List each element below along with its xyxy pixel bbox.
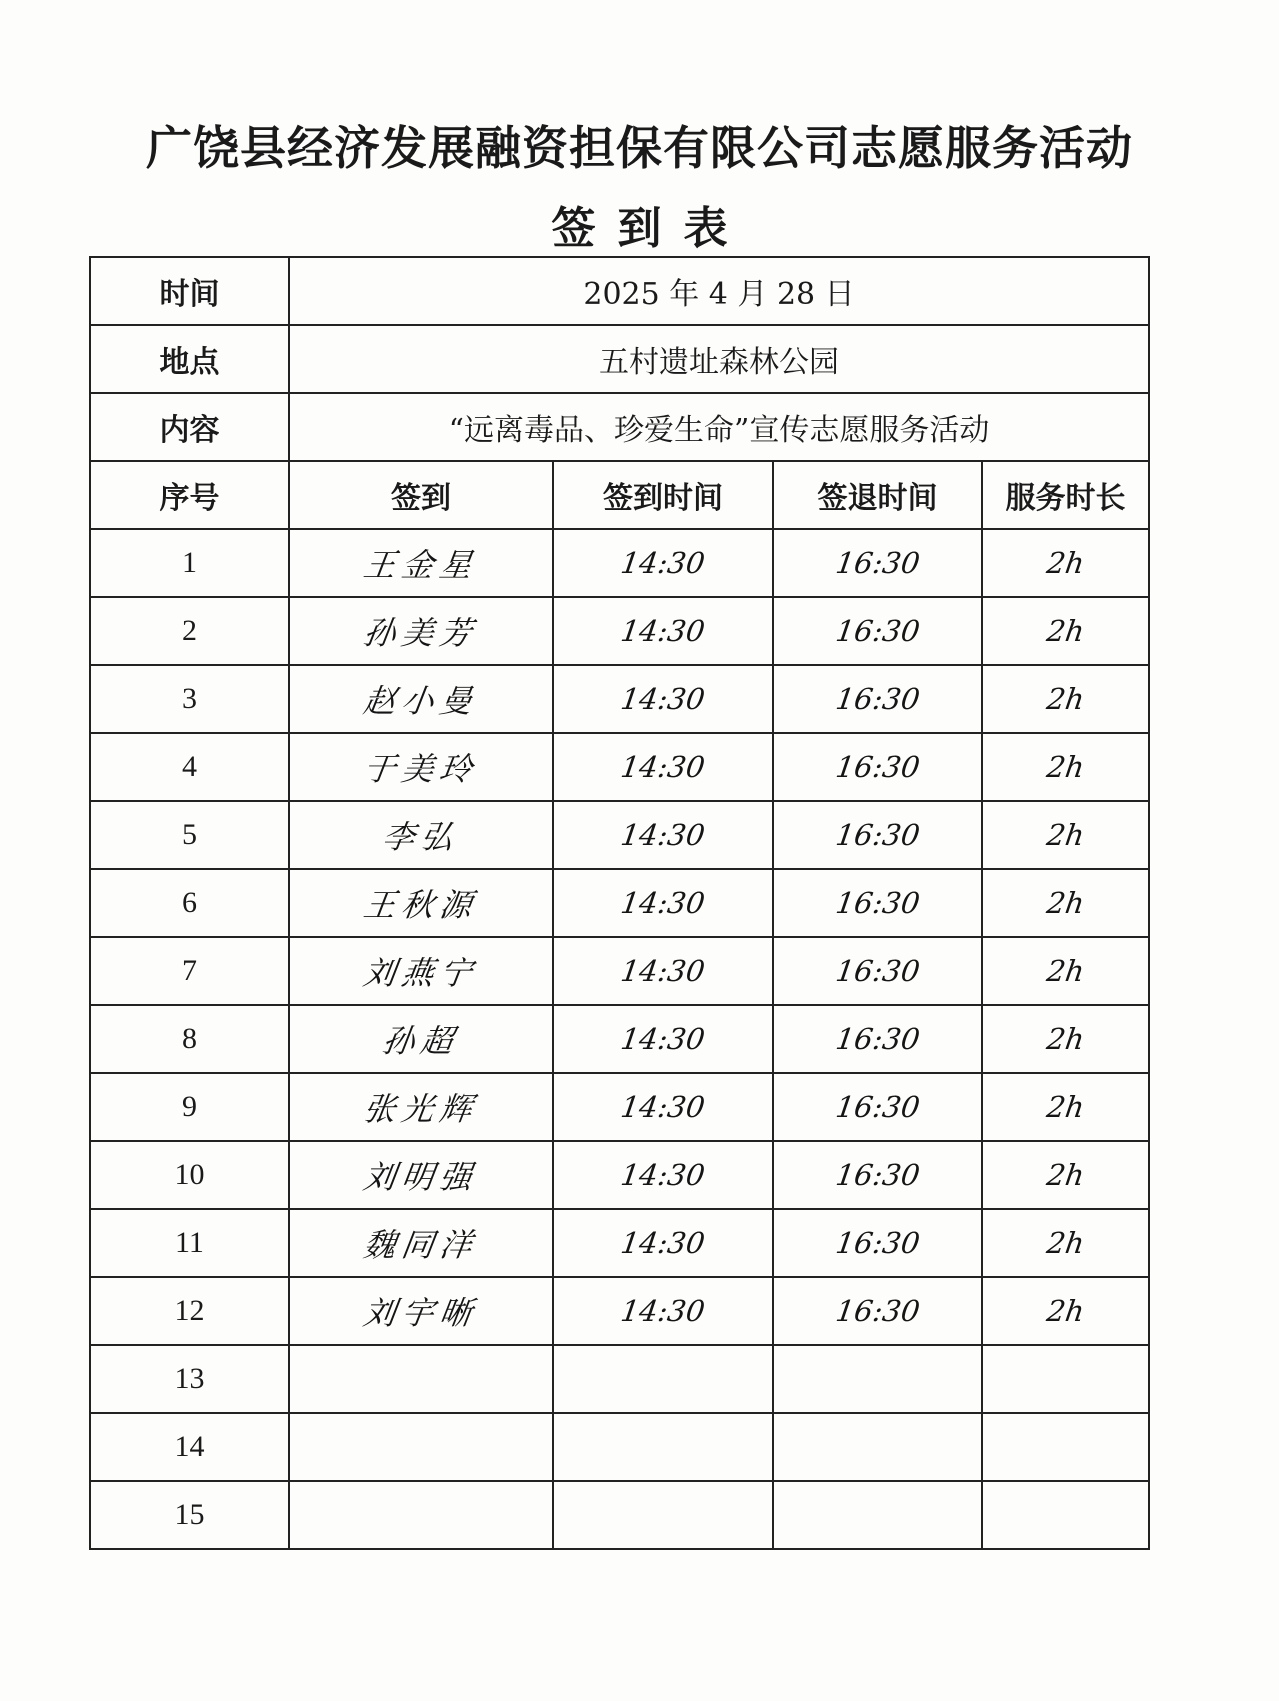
- row-sign-in-time-cell: [553, 1141, 773, 1209]
- row-index-cell: 11: [90, 1209, 289, 1277]
- row-signature: 孙超: [380, 1022, 462, 1060]
- row-duration-cell: [982, 937, 1149, 1005]
- row-sign-in-time-cell: [553, 1413, 773, 1481]
- row-sign-out-time: 16:30: [833, 749, 922, 784]
- row-sign-out-time-cell: [773, 597, 982, 665]
- row-index-cell: 14: [90, 1413, 289, 1481]
- row-signature-cell: [289, 597, 553, 665]
- content-value: “远离毒品、珍爱生命”宣传志愿服务活动: [289, 393, 1149, 461]
- table-row: [90, 665, 1149, 733]
- row-sign-out-time: 16:30: [833, 545, 922, 580]
- row-sign-in-time-cell: [553, 1481, 773, 1549]
- row-sign-out-time: 16:30: [833, 953, 922, 988]
- row-duration-cell: [982, 733, 1149, 801]
- row-duration-cell: [982, 1209, 1149, 1277]
- row-sign-out-time-cell: [773, 1277, 982, 1345]
- row-duration-cell: [982, 1073, 1149, 1141]
- row-signature: 于美玲: [361, 750, 481, 788]
- sign-in-table: [89, 256, 1150, 1550]
- column-header-duration: 服务时长: [982, 461, 1149, 529]
- row-sign-out-time-cell: [773, 801, 982, 869]
- row-duration-cell: [982, 801, 1149, 869]
- row-sign-out-time: 16:30: [833, 817, 922, 852]
- row-signature-cell: [289, 1209, 553, 1277]
- row-sign-out-time: 16:30: [833, 1089, 922, 1124]
- info-row-content: [90, 393, 1149, 461]
- row-signature-cell: [289, 1481, 553, 1549]
- table-row: [90, 1005, 1149, 1073]
- row-sign-in-time: 14:30: [618, 681, 708, 716]
- row-signature: 刘宇晰: [361, 1294, 481, 1332]
- column-header-sign-in-time: 签到时间: [553, 461, 773, 529]
- row-index-cell: 1: [90, 529, 289, 597]
- table-row: [90, 733, 1149, 801]
- row-duration-cell: [982, 1277, 1149, 1345]
- row-signature-cell: [289, 937, 553, 1005]
- table-row: [90, 1481, 1149, 1549]
- row-sign-in-time-cell: [553, 1209, 773, 1277]
- row-sign-in-time: 14:30: [618, 1021, 708, 1056]
- row-sign-out-time-cell: [773, 665, 982, 733]
- row-duration-cell: [982, 1345, 1149, 1413]
- table-row: [90, 1073, 1149, 1141]
- row-sign-in-time-cell: [553, 597, 773, 665]
- table-row: [90, 597, 1149, 665]
- row-sign-in-time: 14:30: [618, 749, 708, 784]
- row-sign-in-time-cell: [553, 1277, 773, 1345]
- row-duration-cell: [982, 869, 1149, 937]
- content-label: 内容: [90, 393, 289, 461]
- table-row: [90, 1277, 1149, 1345]
- row-index-cell: 6: [90, 869, 289, 937]
- row-index-cell: 15: [90, 1481, 289, 1549]
- row-index-cell: 10: [90, 1141, 289, 1209]
- row-duration: 2h: [1044, 613, 1087, 648]
- row-sign-out-time-cell: [773, 733, 982, 801]
- row-sign-in-time: 14:30: [618, 953, 708, 988]
- form-title: 广饶县经济发展融资担保有限公司志愿服务活动: [146, 121, 1133, 175]
- row-sign-in-time-cell: [553, 1345, 773, 1413]
- row-duration: 2h: [1044, 1157, 1087, 1192]
- header-row: [90, 461, 1149, 529]
- row-signature-cell: [289, 869, 553, 937]
- row-duration-cell: [982, 529, 1149, 597]
- row-duration: 2h: [1044, 1293, 1087, 1328]
- row-signature: 刘燕宁: [361, 954, 481, 992]
- row-signature: 王金星: [361, 546, 481, 584]
- row-signature-cell: [289, 1413, 553, 1481]
- row-sign-out-time-cell: [773, 1005, 982, 1073]
- table-row: [90, 801, 1149, 869]
- time-label: 时间: [90, 257, 289, 325]
- row-signature-cell: [289, 1277, 553, 1345]
- row-signature: 赵小曼: [361, 682, 481, 720]
- row-index-cell: 3: [90, 665, 289, 733]
- row-signature-cell: [289, 665, 553, 733]
- row-signature-cell: [289, 1141, 553, 1209]
- row-sign-out-time: 16:30: [833, 1021, 922, 1056]
- row-signature-cell: [289, 1005, 553, 1073]
- row-duration: 2h: [1044, 1021, 1087, 1056]
- row-sign-out-time: 16:30: [833, 885, 922, 920]
- row-signature: 魏同洋: [361, 1226, 481, 1264]
- row-sign-in-time-cell: [553, 801, 773, 869]
- row-sign-out-time-cell: [773, 529, 982, 597]
- row-duration-cell: [982, 597, 1149, 665]
- row-duration-cell: [982, 665, 1149, 733]
- row-sign-out-time-cell: [773, 869, 982, 937]
- table-row: [90, 529, 1149, 597]
- table-row: [90, 1209, 1149, 1277]
- table-row: [90, 1345, 1149, 1413]
- row-index-cell: 8: [90, 1005, 289, 1073]
- row-index-cell: 12: [90, 1277, 289, 1345]
- column-header-index: 序号: [90, 461, 289, 529]
- row-sign-out-time: 16:30: [833, 1225, 922, 1260]
- row-signature: 王秋源: [361, 886, 481, 924]
- row-sign-out-time-cell: [773, 1413, 982, 1481]
- form-subtitle: 签到表: [551, 203, 750, 254]
- row-signature-cell: [289, 1345, 553, 1413]
- row-duration: 2h: [1044, 953, 1087, 988]
- row-sign-in-time: 14:30: [618, 1293, 708, 1328]
- info-row-place: [90, 325, 1149, 393]
- row-sign-out-time: 16:30: [833, 1157, 922, 1192]
- row-duration-cell: [982, 1481, 1149, 1549]
- row-sign-out-time: 16:30: [833, 681, 922, 716]
- info-row-time: [90, 257, 1149, 325]
- row-sign-out-time-cell: [773, 1141, 982, 1209]
- row-index-cell: 2: [90, 597, 289, 665]
- row-signature-cell: [289, 529, 553, 597]
- row-signature: 刘明强: [361, 1158, 481, 1196]
- row-sign-in-time-cell: [553, 529, 773, 597]
- row-sign-in-time-cell: [553, 1005, 773, 1073]
- row-index-cell: 7: [90, 937, 289, 1005]
- row-sign-in-time-cell: [553, 665, 773, 733]
- table-row: [90, 1413, 1149, 1481]
- row-signature-cell: [289, 1073, 553, 1141]
- row-sign-in-time-cell: [553, 1073, 773, 1141]
- row-signature-cell: [289, 801, 553, 869]
- column-header-sign-out-time: 签退时间: [773, 461, 982, 529]
- row-sign-in-time: 14:30: [618, 545, 708, 580]
- row-duration: 2h: [1044, 885, 1087, 920]
- row-duration-cell: [982, 1413, 1149, 1481]
- table-row: [90, 937, 1149, 1005]
- row-sign-in-time-cell: [553, 869, 773, 937]
- row-signature-cell: [289, 733, 553, 801]
- row-sign-out-time: 16:30: [833, 613, 922, 648]
- row-signature: 张光辉: [361, 1090, 481, 1128]
- row-sign-in-time-cell: [553, 733, 773, 801]
- row-index-cell: 9: [90, 1073, 289, 1141]
- row-sign-out-time-cell: [773, 1073, 982, 1141]
- row-sign-out-time-cell: [773, 937, 982, 1005]
- row-sign-in-time-cell: [553, 937, 773, 1005]
- column-header-signature: 签到: [289, 461, 553, 529]
- place-value: 五村遗址森林公园: [289, 325, 1149, 393]
- row-signature: 孙美芳: [361, 614, 481, 652]
- row-duration-cell: [982, 1005, 1149, 1073]
- row-sign-out-time-cell: [773, 1345, 982, 1413]
- row-sign-in-time: 14:30: [618, 1089, 708, 1124]
- row-duration: 2h: [1044, 1225, 1087, 1260]
- row-sign-in-time: 14:30: [618, 817, 708, 852]
- row-sign-in-time: 14:30: [618, 1225, 708, 1260]
- row-duration: 2h: [1044, 749, 1087, 784]
- row-duration: 2h: [1044, 817, 1087, 852]
- row-duration: 2h: [1044, 545, 1087, 580]
- row-sign-out-time: 16:30: [833, 1293, 922, 1328]
- place-label: 地点: [90, 325, 289, 393]
- row-sign-in-time: 14:30: [618, 885, 708, 920]
- table-row: [90, 1141, 1149, 1209]
- row-sign-in-time: 14:30: [618, 613, 708, 648]
- table-row: [90, 869, 1149, 937]
- row-index-cell: 13: [90, 1345, 289, 1413]
- row-sign-out-time-cell: [773, 1481, 982, 1549]
- row-index-cell: 4: [90, 733, 289, 801]
- row-index-cell: 5: [90, 801, 289, 869]
- row-duration-cell: [982, 1141, 1149, 1209]
- row-duration: 2h: [1044, 1089, 1087, 1124]
- row-signature: 李弘: [380, 818, 462, 856]
- row-sign-in-time: 14:30: [618, 1157, 708, 1192]
- row-sign-out-time-cell: [773, 1209, 982, 1277]
- time-value: 2025 年 4 月 28 日: [289, 257, 1149, 325]
- row-duration: 2h: [1044, 681, 1087, 716]
